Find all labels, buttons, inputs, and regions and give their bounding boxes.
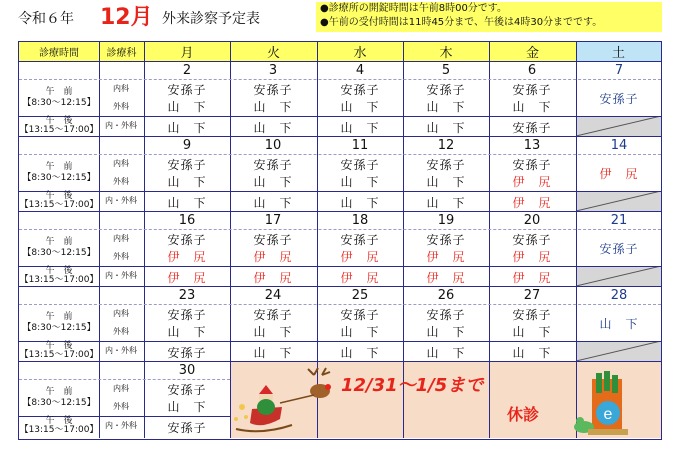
doctor-surgery: 伊 尻 bbox=[512, 250, 552, 264]
day-number: 23 bbox=[178, 288, 196, 303]
am-label: 午 前 bbox=[45, 312, 73, 322]
day-number: 13 bbox=[523, 138, 541, 153]
dept-surgery: 外科 bbox=[113, 327, 129, 336]
doctor-surgery: 山 下 bbox=[512, 100, 552, 114]
doctor-surgery: 山 下 bbox=[253, 325, 293, 339]
day-number: 21 bbox=[610, 213, 628, 228]
doctor-surgery: 山 下 bbox=[426, 175, 466, 189]
doctor-internal: 安孫子 bbox=[340, 233, 380, 247]
doctor-internal: 安孫子 bbox=[512, 83, 552, 97]
day-number: 3 bbox=[268, 63, 278, 78]
day-number: 6 bbox=[527, 63, 537, 78]
header-day-1: 火 bbox=[230, 42, 317, 61]
doctor-pm: 山 下 bbox=[426, 196, 466, 210]
doctor-internal: 安孫子 bbox=[340, 83, 380, 97]
day-number: 7 bbox=[614, 63, 624, 78]
header-day-4: 金 bbox=[489, 42, 576, 61]
dept-surgery: 外科 bbox=[113, 402, 129, 411]
month-title: 12月 bbox=[100, 5, 153, 30]
doctor-internal: 安孫子 bbox=[167, 383, 207, 397]
am-hours: 【8:30～12:15】 bbox=[22, 398, 96, 408]
day-number: 12 bbox=[437, 138, 455, 153]
row-divider bbox=[19, 154, 661, 155]
schedule-grid bbox=[18, 41, 662, 440]
doctor-pm: 伊 尻 bbox=[426, 271, 466, 285]
row-divider bbox=[19, 79, 661, 80]
doctor-saturday: 安孫子 bbox=[599, 242, 639, 256]
page-title: 外来診察予定表 bbox=[162, 11, 260, 27]
new-year-decoration-illustration bbox=[574, 369, 644, 439]
doctor-internal: 安孫子 bbox=[253, 233, 293, 247]
doctor-internal: 安孫子 bbox=[512, 158, 552, 172]
doctor-pm: 山 下 bbox=[512, 346, 552, 360]
pm-hours: 【13:15～17:00】 bbox=[19, 200, 99, 210]
doctor-internal: 安孫子 bbox=[512, 233, 552, 247]
holiday-range: 12/31～1/5まで bbox=[341, 375, 484, 396]
doctor-surgery: 山 下 bbox=[253, 175, 293, 189]
am-hours: 【8:30～12:15】 bbox=[22, 323, 96, 333]
doctor-surgery: 伊 尻 bbox=[340, 250, 380, 264]
doctor-internal: 安孫子 bbox=[426, 308, 466, 322]
doctor-pm: 伊 尻 bbox=[512, 196, 552, 210]
saturday-pm-closed bbox=[576, 116, 661, 136]
doctor-pm: 山 下 bbox=[426, 346, 466, 360]
am-label: 午 前 bbox=[45, 87, 73, 97]
day-number: 26 bbox=[437, 288, 455, 303]
row-divider bbox=[19, 229, 661, 230]
notice-line-1: ●診療所の開錠時間は午前8時00分です。 bbox=[320, 3, 508, 14]
doctor-surgery: 伊 尻 bbox=[426, 250, 466, 264]
doctor-surgery: 山 下 bbox=[426, 100, 466, 114]
pm-hours: 【13:15～17:00】 bbox=[19, 275, 99, 285]
pm-label: 午 後 bbox=[45, 116, 73, 126]
doctor-surgery: 山 下 bbox=[340, 175, 380, 189]
row-divider bbox=[19, 341, 661, 342]
doctor-pm: 伊 尻 bbox=[512, 271, 552, 285]
doctor-pm: 山 下 bbox=[340, 346, 380, 360]
day-number: 16 bbox=[178, 213, 196, 228]
dept-surgery: 外科 bbox=[113, 102, 129, 111]
doctor-surgery: 山 下 bbox=[167, 325, 207, 339]
header-day-0: 月 bbox=[144, 42, 230, 61]
row-divider bbox=[19, 304, 661, 305]
dept-internal: 内科 bbox=[113, 84, 129, 93]
am-label: 午 前 bbox=[45, 237, 73, 247]
svg-text:e: e bbox=[603, 406, 613, 423]
doctor-internal: 安孫子 bbox=[253, 83, 293, 97]
doctor-pm: 山 下 bbox=[253, 346, 293, 360]
reindeer-sleigh-illustration bbox=[232, 367, 342, 435]
row-divider bbox=[19, 379, 230, 380]
day-number: 24 bbox=[264, 288, 282, 303]
doctor-pm: 山 下 bbox=[167, 196, 207, 210]
day-number: 20 bbox=[523, 213, 541, 228]
doctor-surgery: 山 下 bbox=[426, 325, 466, 339]
doctor-surgery: 山 下 bbox=[253, 100, 293, 114]
doctor-surgery: 山 下 bbox=[167, 175, 207, 189]
dept-both: 内・外科 bbox=[105, 196, 137, 205]
grid-hline bbox=[19, 211, 661, 212]
doctor-internal: 安孫子 bbox=[253, 308, 293, 322]
doctor-surgery: 伊 尻 bbox=[167, 250, 207, 264]
doctor-internal: 安孫子 bbox=[167, 308, 207, 322]
doctor-internal: 安孫子 bbox=[167, 158, 207, 172]
doctor-surgery: 伊 尻 bbox=[512, 175, 552, 189]
header-day-3: 木 bbox=[403, 42, 489, 61]
am-hours: 【8:30～12:15】 bbox=[22, 173, 96, 183]
day-number: 10 bbox=[264, 138, 282, 153]
doctor-surgery: 山 下 bbox=[512, 325, 552, 339]
doctor-pm: 安孫子 bbox=[167, 421, 207, 435]
header-time: 診療時間 bbox=[19, 42, 99, 61]
doctor-pm: 山 下 bbox=[340, 121, 380, 135]
pm-hours: 【13:15～17:00】 bbox=[19, 125, 99, 135]
dept-internal: 内科 bbox=[113, 384, 129, 393]
header-dept: 診療科 bbox=[99, 42, 144, 61]
grid-hline bbox=[19, 361, 661, 362]
doctor-internal: 安孫子 bbox=[426, 83, 466, 97]
pm-label: 午 後 bbox=[45, 341, 73, 351]
doctor-pm: 安孫子 bbox=[512, 121, 552, 135]
doctor-pm: 山 下 bbox=[253, 196, 293, 210]
doctor-surgery: 山 下 bbox=[340, 100, 380, 114]
day-number: 5 bbox=[441, 63, 451, 78]
dept-surgery: 外科 bbox=[113, 252, 129, 261]
grid-hline bbox=[19, 136, 661, 137]
dept-internal: 内科 bbox=[113, 234, 129, 243]
doctor-pm: 伊 尻 bbox=[340, 271, 380, 285]
row-divider bbox=[19, 191, 661, 192]
doctor-saturday: 安孫子 bbox=[599, 92, 639, 106]
day-number: 19 bbox=[437, 213, 455, 228]
doctor-internal: 安孫子 bbox=[167, 83, 207, 97]
day-number: 4 bbox=[355, 63, 365, 78]
pm-label: 午 後 bbox=[45, 266, 73, 276]
pm-hours: 【13:15～17:00】 bbox=[19, 350, 99, 360]
doctor-internal: 安孫子 bbox=[512, 308, 552, 322]
doctor-pm: 伊 尻 bbox=[167, 271, 207, 285]
day-number: 28 bbox=[610, 288, 628, 303]
am-hours: 【8:30～12:15】 bbox=[22, 248, 96, 258]
doctor-internal: 安孫子 bbox=[253, 158, 293, 172]
row-divider bbox=[19, 266, 661, 267]
doctor-internal: 安孫子 bbox=[340, 158, 380, 172]
day-number: 11 bbox=[351, 138, 369, 153]
doctor-pm: 山 下 bbox=[340, 196, 380, 210]
pm-hours: 【13:15～17:00】 bbox=[19, 425, 99, 435]
doctor-pm: 安孫子 bbox=[167, 346, 207, 360]
dept-surgery: 外科 bbox=[113, 177, 129, 186]
doctor-surgery: 山 下 bbox=[340, 325, 380, 339]
day-number: 2 bbox=[182, 63, 192, 78]
doctor-surgery: 山 下 bbox=[167, 400, 207, 414]
day-number: 27 bbox=[523, 288, 541, 303]
header-day-2: 水 bbox=[317, 42, 403, 61]
saturday-pm-closed bbox=[576, 266, 661, 286]
doctor-surgery: 伊 尻 bbox=[253, 250, 293, 264]
doctor-internal: 安孫子 bbox=[426, 233, 466, 247]
saturday-pm-closed bbox=[576, 191, 661, 211]
dept-both: 内・外科 bbox=[105, 346, 137, 355]
day-number: 17 bbox=[264, 213, 282, 228]
grid-hline bbox=[19, 61, 661, 62]
day-number: 25 bbox=[351, 288, 369, 303]
saturday-pm-closed bbox=[576, 341, 661, 361]
era-year: 令和６年 bbox=[18, 11, 74, 27]
am-label: 午 前 bbox=[45, 387, 73, 397]
notice-line-2: ●午前の受付時間は11時45分まで、午後は4時30分までです。 bbox=[320, 17, 603, 28]
dept-internal: 内科 bbox=[113, 159, 129, 168]
doctor-pm: 伊 尻 bbox=[253, 271, 293, 285]
grid-hline bbox=[19, 286, 661, 287]
doctor-saturday: 山 下 bbox=[599, 317, 639, 331]
doctor-surgery: 山 下 bbox=[167, 100, 207, 114]
doctor-internal: 安孫子 bbox=[167, 233, 207, 247]
day-number: 9 bbox=[182, 138, 192, 153]
row-divider bbox=[19, 116, 661, 117]
am-hours: 【8:30～12:15】 bbox=[22, 98, 96, 108]
dept-both: 内・外科 bbox=[105, 421, 137, 430]
header-day-5: 土 bbox=[576, 42, 661, 61]
day-number: 14 bbox=[610, 138, 628, 153]
notice-box bbox=[316, 2, 662, 32]
doctor-pm: 山 下 bbox=[167, 121, 207, 135]
pm-label: 午 後 bbox=[45, 416, 73, 426]
dept-both: 内・外科 bbox=[105, 271, 137, 280]
dept-both: 内・外科 bbox=[105, 121, 137, 130]
dept-internal: 内科 bbox=[113, 309, 129, 318]
am-label: 午 前 bbox=[45, 162, 73, 172]
doctor-saturday: 伊 尻 bbox=[599, 167, 639, 181]
day-number: 18 bbox=[351, 213, 369, 228]
doctor-internal: 安孫子 bbox=[340, 308, 380, 322]
doctor-pm: 山 下 bbox=[253, 121, 293, 135]
doctor-pm: 山 下 bbox=[426, 121, 466, 135]
doctor-internal: 安孫子 bbox=[426, 158, 466, 172]
pm-label: 午 後 bbox=[45, 191, 73, 201]
holiday-label: 休診 bbox=[507, 405, 540, 424]
day-number: 30 bbox=[178, 363, 196, 378]
